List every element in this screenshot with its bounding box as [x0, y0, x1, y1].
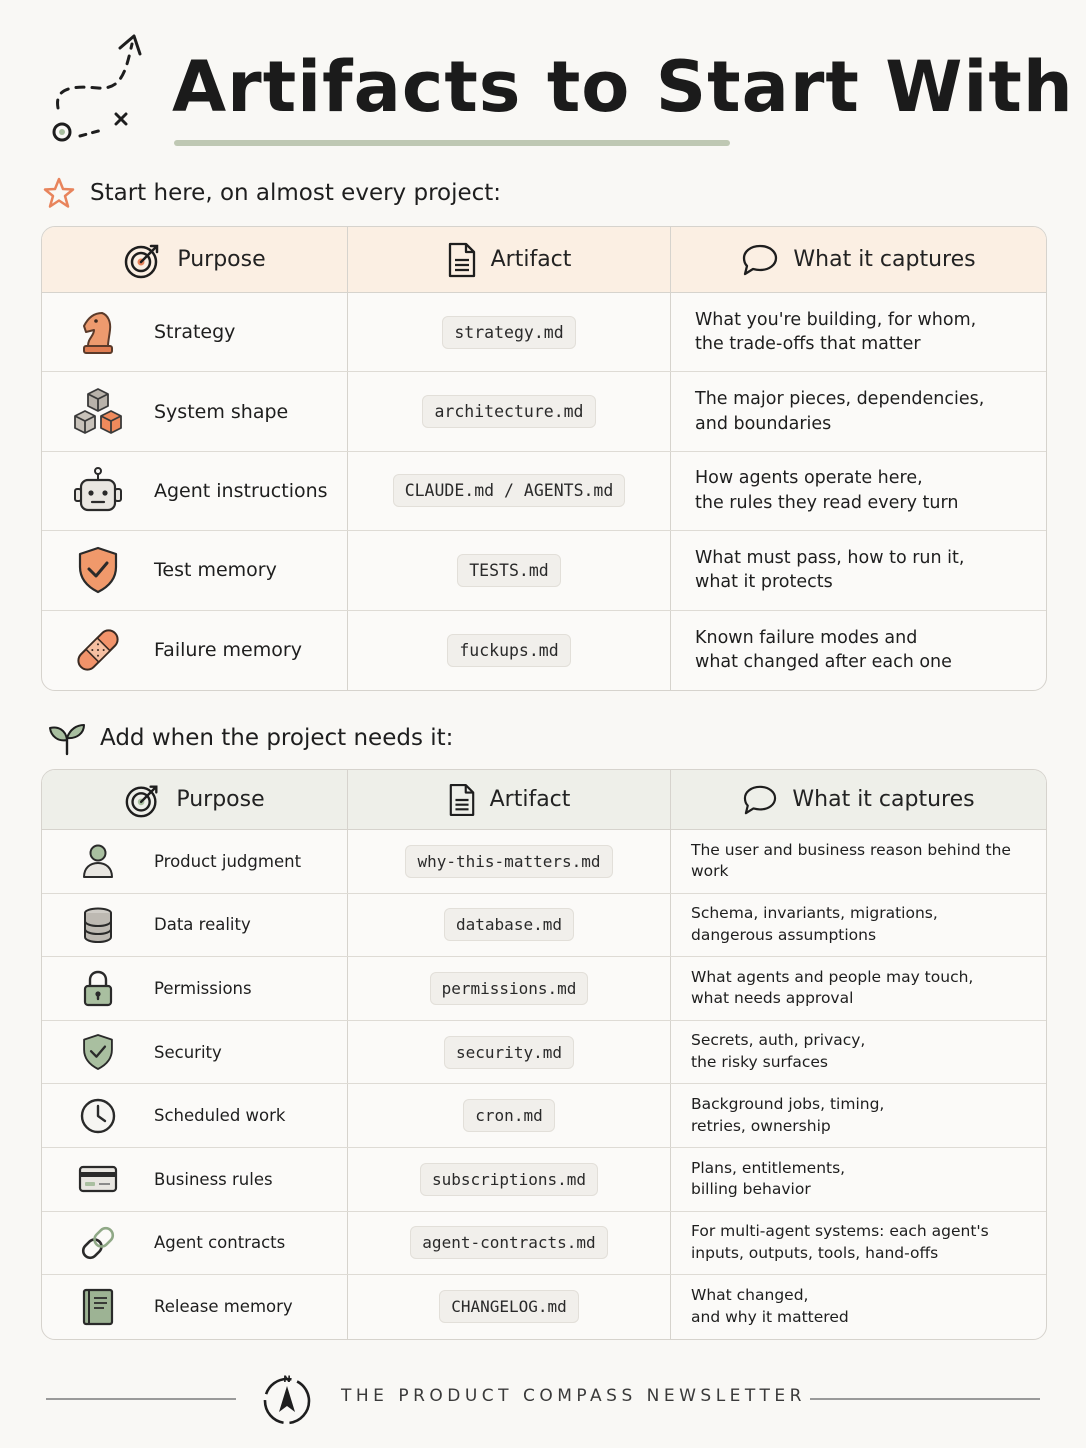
table-row — [42, 611, 1046, 690]
table-row — [42, 830, 1046, 894]
purpose-cell — [42, 1212, 347, 1275]
speech-bubble-icon — [741, 243, 779, 277]
table-header — [42, 227, 1046, 293]
star-icon — [42, 176, 76, 210]
shield-check-icon — [81, 1032, 115, 1072]
capture-line: retries, ownership — [691, 1116, 831, 1135]
column-header-label: Artifact — [490, 247, 572, 272]
chain-link-icon — [78, 1223, 118, 1263]
robot-icon — [72, 466, 124, 516]
column-header-purpose — [42, 227, 347, 292]
purpose-cell — [42, 1021, 347, 1084]
artifact-filename: fuckups.md — [447, 634, 570, 667]
purpose-label: Business rules — [154, 1169, 273, 1189]
book-icon — [80, 1287, 116, 1327]
capture-cell — [670, 1148, 1046, 1211]
compass-letter: N — [283, 1375, 291, 1385]
capture-line: and why it mattered — [691, 1307, 849, 1326]
target-icon — [123, 240, 163, 280]
capture-line: inputs, outputs, tools, hand-offs — [691, 1243, 939, 1262]
compass-logo-icon — [260, 1372, 314, 1426]
bandage-icon — [72, 625, 124, 675]
table-row — [42, 293, 1046, 372]
artifact-filename: security.md — [444, 1036, 574, 1069]
lock-icon — [81, 968, 115, 1008]
purpose-cell — [42, 1148, 347, 1211]
title-underline — [174, 140, 730, 146]
purpose-label: Scheduled work — [154, 1106, 286, 1126]
capture-cell — [670, 1212, 1046, 1275]
purpose-cell — [42, 611, 347, 690]
capture-line: what needs approval — [691, 989, 854, 1008]
artifact-cell — [347, 293, 670, 371]
purpose-cell — [42, 957, 347, 1020]
capture-line: How agents operate here, — [695, 468, 923, 489]
purpose-label: Test memory — [154, 559, 277, 582]
capture-line: Known failure modes and — [695, 627, 918, 648]
capture-line: billing behavior — [691, 1180, 811, 1199]
purpose-cell — [42, 894, 347, 957]
capture-line: Background jobs, timing, — [691, 1094, 885, 1113]
core-artifacts-table — [41, 226, 1047, 691]
capture-line: Secrets, auth, privacy, — [691, 1031, 866, 1050]
section-heading-text: Add when the project needs it: — [100, 725, 454, 751]
sprout-icon — [48, 720, 86, 756]
user-icon — [80, 842, 116, 880]
capture-line: For multi-agent systems: each agent's — [691, 1222, 989, 1241]
artifact-filename: permissions.md — [430, 972, 589, 1005]
table-row — [42, 957, 1046, 1021]
purpose-cell — [42, 531, 347, 609]
artifact-filename: CHANGELOG.md — [439, 1290, 579, 1323]
table-row — [42, 1148, 1046, 1212]
purpose-cell — [42, 1084, 347, 1147]
column-header-label: Purpose — [176, 787, 265, 812]
capture-line: and boundaries — [695, 413, 832, 434]
capture-cell — [670, 1275, 1046, 1339]
capture-line: The major pieces, dependencies, — [695, 389, 985, 410]
artifact-cell — [347, 1084, 670, 1147]
purpose-label: Agent instructions — [154, 479, 328, 502]
purpose-label: Security — [154, 1042, 222, 1062]
capture-line: The user and business reason behind the work — [691, 840, 1011, 881]
credit-card-icon — [78, 1164, 118, 1194]
artifact-cell — [347, 1212, 670, 1275]
purpose-cell — [42, 1275, 347, 1339]
artifact-filename: agent-contracts.md — [410, 1226, 607, 1259]
speech-bubble-icon — [742, 784, 778, 816]
artifact-filename: why-this-matters.md — [405, 845, 612, 878]
table-row — [42, 894, 1046, 958]
section-heading-core — [42, 176, 501, 210]
capture-cell — [670, 611, 1046, 690]
capture-cell — [670, 293, 1046, 371]
artifact-filename: database.md — [444, 908, 574, 941]
purpose-label: Data reality — [154, 915, 251, 935]
column-header-captures — [670, 227, 1046, 292]
artifact-cell — [347, 531, 670, 609]
capture-line: what it protects — [695, 572, 833, 593]
artifact-filename: strategy.md — [442, 316, 575, 349]
section-heading-text: Start here, on almost every project: — [90, 180, 502, 206]
artifact-filename: subscriptions.md — [420, 1163, 598, 1196]
artifact-cell — [347, 1021, 670, 1084]
purpose-label: Failure memory — [154, 639, 302, 662]
artifact-cell — [347, 611, 670, 690]
table-row — [42, 452, 1046, 531]
clock-icon — [79, 1097, 117, 1135]
database-icon — [81, 906, 115, 944]
artifact-filename: cron.md — [463, 1099, 554, 1132]
page-header — [0, 0, 1086, 160]
purpose-label: Product judgment — [154, 851, 302, 871]
capture-cell — [670, 1084, 1046, 1147]
table-row — [42, 531, 1046, 610]
column-header-label: What it captures — [793, 247, 976, 272]
capture-cell — [670, 531, 1046, 609]
column-header-artifact — [347, 227, 670, 292]
artifact-cell — [347, 830, 670, 893]
capture-line: the trade-offs that matter — [695, 334, 921, 355]
purpose-cell — [42, 830, 347, 893]
optional-artifacts-table — [41, 769, 1047, 1340]
artifact-cell — [347, 1275, 670, 1339]
purpose-label: Release memory — [154, 1297, 293, 1317]
table-row — [42, 372, 1046, 451]
footer-divider — [810, 1398, 1040, 1400]
purpose-label: Permissions — [154, 978, 252, 998]
footer-brand: THE PRODUCT COMPASS NEWSLETTER — [341, 1386, 806, 1406]
artifact-cell — [347, 372, 670, 450]
capture-cell — [670, 894, 1046, 957]
chess-knight-icon — [78, 308, 118, 356]
artifact-cell — [347, 957, 670, 1020]
page-footer — [0, 1368, 1086, 1428]
artifact-filename: architecture.md — [422, 395, 595, 428]
purpose-cell — [42, 293, 347, 371]
column-header-captures — [670, 770, 1046, 829]
capture-line: the rules they read every turn — [695, 492, 959, 513]
document-icon — [447, 242, 477, 278]
table-row — [42, 1084, 1046, 1148]
capture-cell — [670, 1021, 1046, 1084]
artifact-cell — [347, 894, 670, 957]
footer-divider — [46, 1398, 236, 1400]
capture-cell — [670, 830, 1046, 893]
purpose-label: Strategy — [154, 321, 236, 344]
section-heading-optional — [48, 720, 453, 756]
target-icon — [124, 781, 162, 819]
artifact-filename: TESTS.md — [457, 554, 560, 587]
table-row — [42, 1021, 1046, 1085]
document-icon — [448, 783, 476, 817]
artifact-filename: CLAUDE.md / AGENTS.md — [393, 474, 626, 507]
capture-line: dangerous assumptions — [691, 925, 877, 944]
artifact-cell — [347, 452, 670, 530]
capture-line: the risky surfaces — [691, 1053, 829, 1072]
cubes-icon — [71, 387, 125, 437]
column-header-label: Purpose — [177, 247, 266, 272]
column-header-artifact — [347, 770, 670, 829]
table-header — [42, 770, 1046, 830]
dashed-path-icon — [46, 30, 156, 150]
capture-line: What changed, — [691, 1286, 809, 1305]
capture-line: what changed after each one — [695, 652, 952, 673]
page-title: Artifacts to Start With — [172, 46, 1074, 128]
capture-cell — [670, 372, 1046, 450]
column-header-label: Artifact — [489, 787, 571, 812]
shield-check-icon — [76, 545, 120, 595]
column-header-label: What it captures — [792, 787, 975, 812]
capture-cell — [670, 957, 1046, 1020]
table-row — [42, 1275, 1046, 1339]
purpose-cell — [42, 452, 347, 530]
purpose-label: System shape — [154, 400, 289, 423]
column-header-purpose — [42, 770, 347, 829]
artifact-cell — [347, 1148, 670, 1211]
table-row — [42, 1212, 1046, 1276]
purpose-cell — [42, 372, 347, 450]
capture-line: Schema, invariants, migrations, — [691, 904, 938, 923]
capture-line: What agents and people may touch, — [691, 967, 974, 986]
purpose-label: Agent contracts — [154, 1233, 286, 1253]
capture-line: What you're building, for whom, — [695, 309, 977, 330]
capture-line: What must pass, how to run it, — [695, 547, 965, 568]
capture-line: Plans, entitlements, — [691, 1158, 846, 1177]
capture-cell — [670, 452, 1046, 530]
